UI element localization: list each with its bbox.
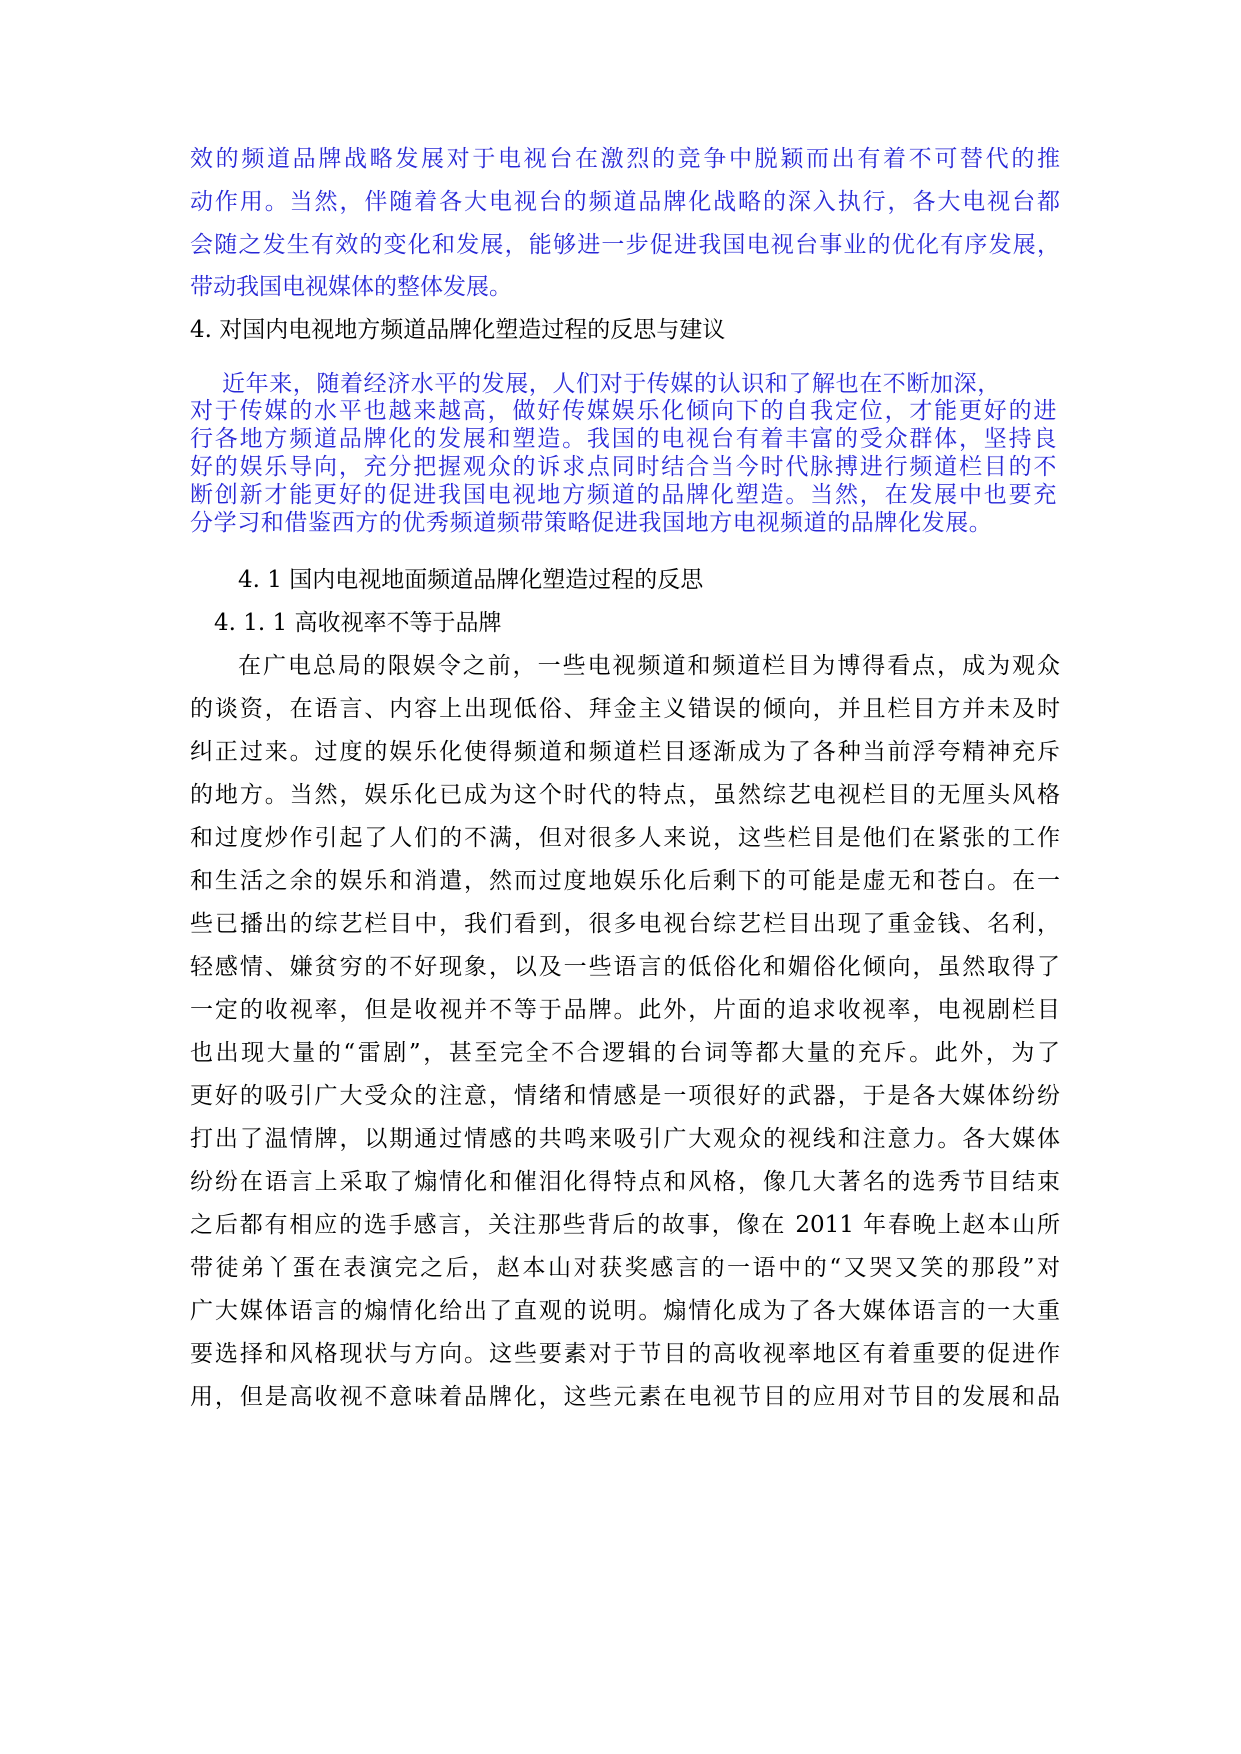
subsubsection-heading: 4. 1. 1 高收视率不等于品牌 bbox=[214, 610, 502, 636]
body-line: 之后都有相应的选手感言，关注那些背后的故事，像在 2011 年春晚上赵本山所 bbox=[190, 1212, 1060, 1238]
body-line: 和过度炒作引起了人们的不满，但对很多人来说，这些栏目是他们在紧张的工作 bbox=[190, 825, 1060, 851]
body-line: 带徒弟丫蛋在表演完之后，赵本山对获奖感言的一语中的“又哭又笑的那段”对 bbox=[190, 1255, 1060, 1281]
intro-line: 动作用。当然，伴随着各大电视台的频道品牌化战略的深入执行，各大电视台都 bbox=[190, 189, 1060, 215]
body-line: 些已播出的综艺栏目中，我们看到，很多电视台综艺栏目出现了重金钱、名利， bbox=[190, 911, 1060, 937]
body-line: 更好的吸引广大受众的注意，情绪和情感是一项很好的武器，于是各大媒体纷纷 bbox=[190, 1083, 1060, 1109]
body-line: 打出了温情牌，以期通过情感的共鸣来吸引广大观众的视线和注意力。各大媒体 bbox=[190, 1126, 1060, 1152]
body-line: 用，但是高收视不意味着品牌化，这些元素在电视节目的应用对节目的发展和品 bbox=[190, 1384, 1060, 1410]
body-line: 的地方。当然，娱乐化已成为这个时代的特点，虽然综艺电视栏目的无厘头风格 bbox=[190, 782, 1060, 808]
body-line: 广大媒体语言的煽情化给出了直观的说明。煽情化成为了各大媒体语言的一大重 bbox=[190, 1298, 1060, 1324]
body-line: 要选择和风格现状与方向。这些要素对于节目的高收视率地区有着重要的促进作 bbox=[190, 1341, 1060, 1367]
section-intro-line: 好的娱乐导向，充分把握观众的诉求点同时结合当今时代脉搏进行频道栏目的不 bbox=[190, 454, 1057, 480]
body-line: 也出现大量的“雷剧”，甚至完全不合逻辑的台词等都大量的充斥。此外，为了 bbox=[190, 1040, 1060, 1066]
body-line: 纠正过来。过度的娱乐化使得频道和频道栏目逐渐成为了各种当前浮夸精神充斥 bbox=[190, 739, 1060, 765]
section-intro-line: 对于传媒的水平也越来越高，做好传媒娱乐化倾向下的自我定位，才能更好的进 bbox=[190, 398, 1057, 424]
body-line: 和生活之余的娱乐和消遣，然而过度地娱乐化后剩下的可能是虚无和苍白。在一 bbox=[190, 868, 1060, 894]
body-line: 的谈资，在语言、内容上出现低俗、拜金主义错误的倾向，并且栏目方并未及时 bbox=[190, 696, 1060, 722]
body-line: 一定的收视率，但是收视并不等于品牌。此外，片面的追求收视率，电视剧栏目 bbox=[190, 997, 1060, 1023]
subsection-heading: 4. 1 国内电视地面频道品牌化塑造过程的反思 bbox=[238, 567, 704, 593]
section-intro-line: 近年来，随着经济水平的发展，人们对于传媒的认识和了解也在不断加深， bbox=[222, 371, 1001, 397]
body-line: 在广电总局的限娱令之前，一些电视频道和频道栏目为博得看点，成为观众 bbox=[238, 653, 1060, 679]
body-line: 纷纷在语言上采取了煽情化和催泪化得特点和风格，像几大著名的选秀节目结束 bbox=[190, 1169, 1060, 1195]
section-intro-line: 行各地方频道品牌化的发展和塑造。我国的电视台有着丰富的受众群体，坚持良 bbox=[190, 426, 1057, 452]
section-intro-line: 断创新才能更好的促进我国电视地方频道的品牌化塑造。当然，在发展中也要充 bbox=[190, 482, 1057, 508]
body-line: 轻感情、嫌贫穷的不好现象，以及一些语言的低俗化和媚俗化倾向，虽然取得了 bbox=[190, 954, 1060, 980]
section-intro-line: 分学习和借鉴西方的优秀频道频带策略促进我国地方电视频道的品牌化发展。 bbox=[190, 510, 993, 536]
intro-line: 效的频道品牌战略发展对于电视台在激烈的竞争中脱颖而出有着不可替代的推 bbox=[190, 146, 1060, 172]
section-heading: 4. 对国内电视地方频道品牌化塑造过程的反思与建议 bbox=[190, 317, 726, 343]
intro-line: 带动我国电视媒体的整体发展。 bbox=[190, 274, 512, 300]
intro-line: 会随之发生有效的变化和发展，能够进一步促进我国电视台事业的优化有序发展， bbox=[190, 232, 1060, 258]
